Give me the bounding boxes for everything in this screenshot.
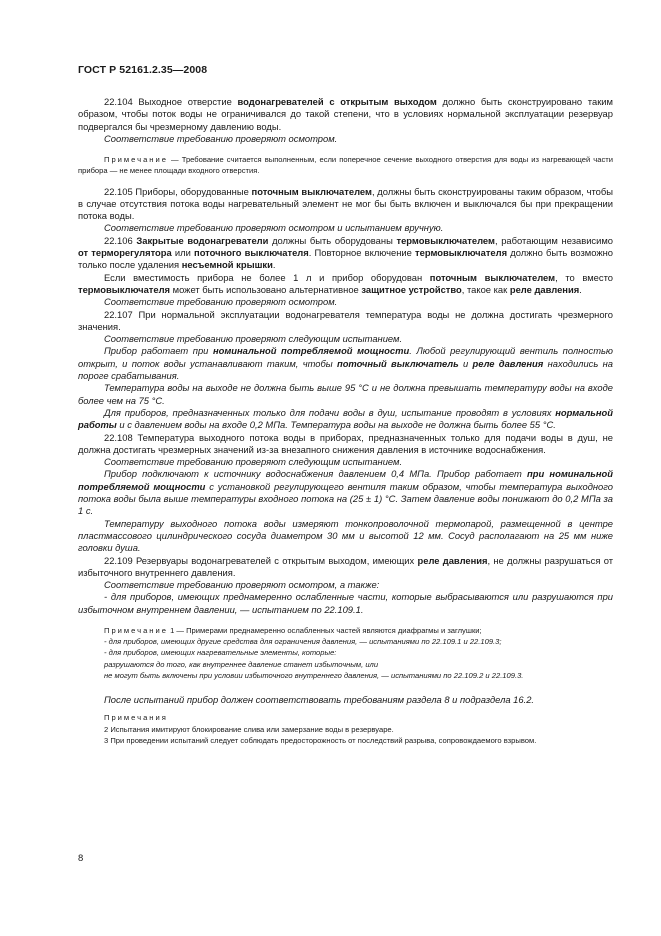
clause-22-108: 22.108 Температура выходного потока воды в приборах, предназначенных только для подачи воды в душ, не должна достигать чрезмерных значений из-за внезапного снижения давления в источнике водоснабжения.	[78, 431, 613, 455]
document-header: ГОСТ Р 52161.2.35—2008	[78, 64, 208, 76]
test-paragraph: После испытаний прибор должен соответствовать требованиям раздела 8 и подраздела 16.2.	[104, 694, 535, 705]
compliance-check: Соответствие требованию проверяют осмотром.	[104, 296, 338, 308]
compliance-check: Соответствие требованию проверяют осмотром.	[104, 132, 338, 144]
note-line: 3 При проведении испытаний следует соблюдать предосторожность от последствий разрыва, сопровождаемого взрывом.	[104, 735, 537, 745]
test-paragraph: - для приборов, имеющих преднамеренно ослабленные части, которые выбрасываются или разрушаются при избыточном внутреннем давлении, — испытанием по 22.109.1.	[78, 591, 613, 615]
clause-22-104: 22.104 Выходное отверстие водонагревателей с открытым выходом должно быть сконструировано таким образом, чтобы поток воды не ограничивался до такой степени, что в условиях нормальной эксплуатации резервуар подвергался бы чрезмерному давлению воды.	[78, 96, 613, 132]
clause-22-109: 22.109 Резервуары водонагревателей с открытым выходом, имеющих реле давления, не должны разрушаться от избыточного внутреннего давления.	[78, 554, 613, 578]
note-line: - для приборов, имеющих другие средства для ограничения давления, — испытаниями по 22.109.1 и 22.109.3;	[104, 637, 502, 647]
clause-22-105: 22.105 Приборы, оборудованные поточным выключателем, должны быть сконструированы таким образом, чтобы в случае отсутствия потока воды нагревательный элемент не мог бы быть включен и выключался бы при прекращении потока воды.	[78, 185, 613, 222]
paragraph: Если вместимость прибора не более 1 л и прибор оборудован поточным выключателем, то вместо термовыключателя может быть использовано альтернативное защитное устройство, такое как реле давления.	[78, 271, 613, 295]
compliance-check: Соответствие требованию проверяют следующим испытанием.	[104, 456, 403, 468]
test-paragraph: Для приборов, предназначенных только для подачи воды в душ, испытание проводят в условиях нормальной работы и с давлением воды на входе 0,2 МПа. Температура воды на выходе не должна быть более 55 °С.	[78, 406, 613, 431]
document-body	[78, 96, 613, 746]
compliance-check: Соответствие требованию проверяют осмотром, а также:	[104, 579, 380, 591]
compliance-check: Соответствие требованию проверяют осмотром и испытанием вручную.	[104, 222, 444, 234]
compliance-check: Соответствие требованию проверяют следующим испытанием.	[104, 333, 403, 345]
test-paragraph: Прибор подключают к источнику водоснабжения давлением 0,4 МПа. Прибор работает при номинальной потребляемой мощности с установкой регулирующего вентиля таким образом, чтобы температура выходного потока воды была выше температуры входного потока на (25 ± 1) °С. Затем давление воды понижают до 0,2 МПа за 1 с.	[78, 468, 613, 517]
test-paragraph: Прибор работает при номинальной потребляемой мощности. Любой регулирующий вентиль полностью открыт, и поток воды устанавливают таким, чтобы поточный выключатель и реле давления находились на пороге срабатывания.	[78, 345, 613, 382]
notes-heading: Примечания	[104, 713, 168, 723]
clause-22-106: 22.106 Закрытые водонагреватели должны быть оборудованы термовыключателем, работающим независимо от терморегулятора или поточного выключателя. Повторное включение термовыключателя должно быть возможно только после удаления несъемной крышки.	[78, 234, 614, 271]
test-paragraph: Температура воды на выходе не должна быть выше 95 °С и не должна превышать температуру воды на входе более чем на 75 °С.	[78, 382, 613, 406]
test-paragraph: Температуру выходного потока воды измеряют тонкопроволочной термопарой, размещенной в центре пластмассового цилиндрического сосуда диаметром 30 мм и высотой 12 мм. Сосуд располагают на 25 мм ниже головки душа.	[78, 517, 613, 554]
note-line: 2 Испытания имитируют блокирование слива или замерзание воды в резервуаре.	[104, 724, 394, 734]
note: Примечание 1 — Примерами преднамеренно ослабленных частей являются диафрагмы и заглушки;	[104, 625, 482, 635]
note-line: - для приборов, имеющих нагревательные элементы, которые:	[104, 648, 337, 658]
note-line: разрушаются до того, как внутреннее давление станет избыточным, или	[104, 659, 379, 669]
clause-22-107: 22.107 При нормальной эксплуатации водонагревателя температура воды не должна достигать чрезмерного значения.	[78, 308, 613, 332]
page-number: 8	[78, 853, 84, 864]
note: Примечание — Требование считается выполненным, если поперечное сечение выходного отверстия для воды из нагревающей части прибора — не менее площади входного отверстия.	[78, 155, 613, 176]
note-line: не могут быть включены при условии избыточного внутреннего давления, — испытаниями по 22.109.2 и 22.109.3.	[104, 670, 524, 680]
